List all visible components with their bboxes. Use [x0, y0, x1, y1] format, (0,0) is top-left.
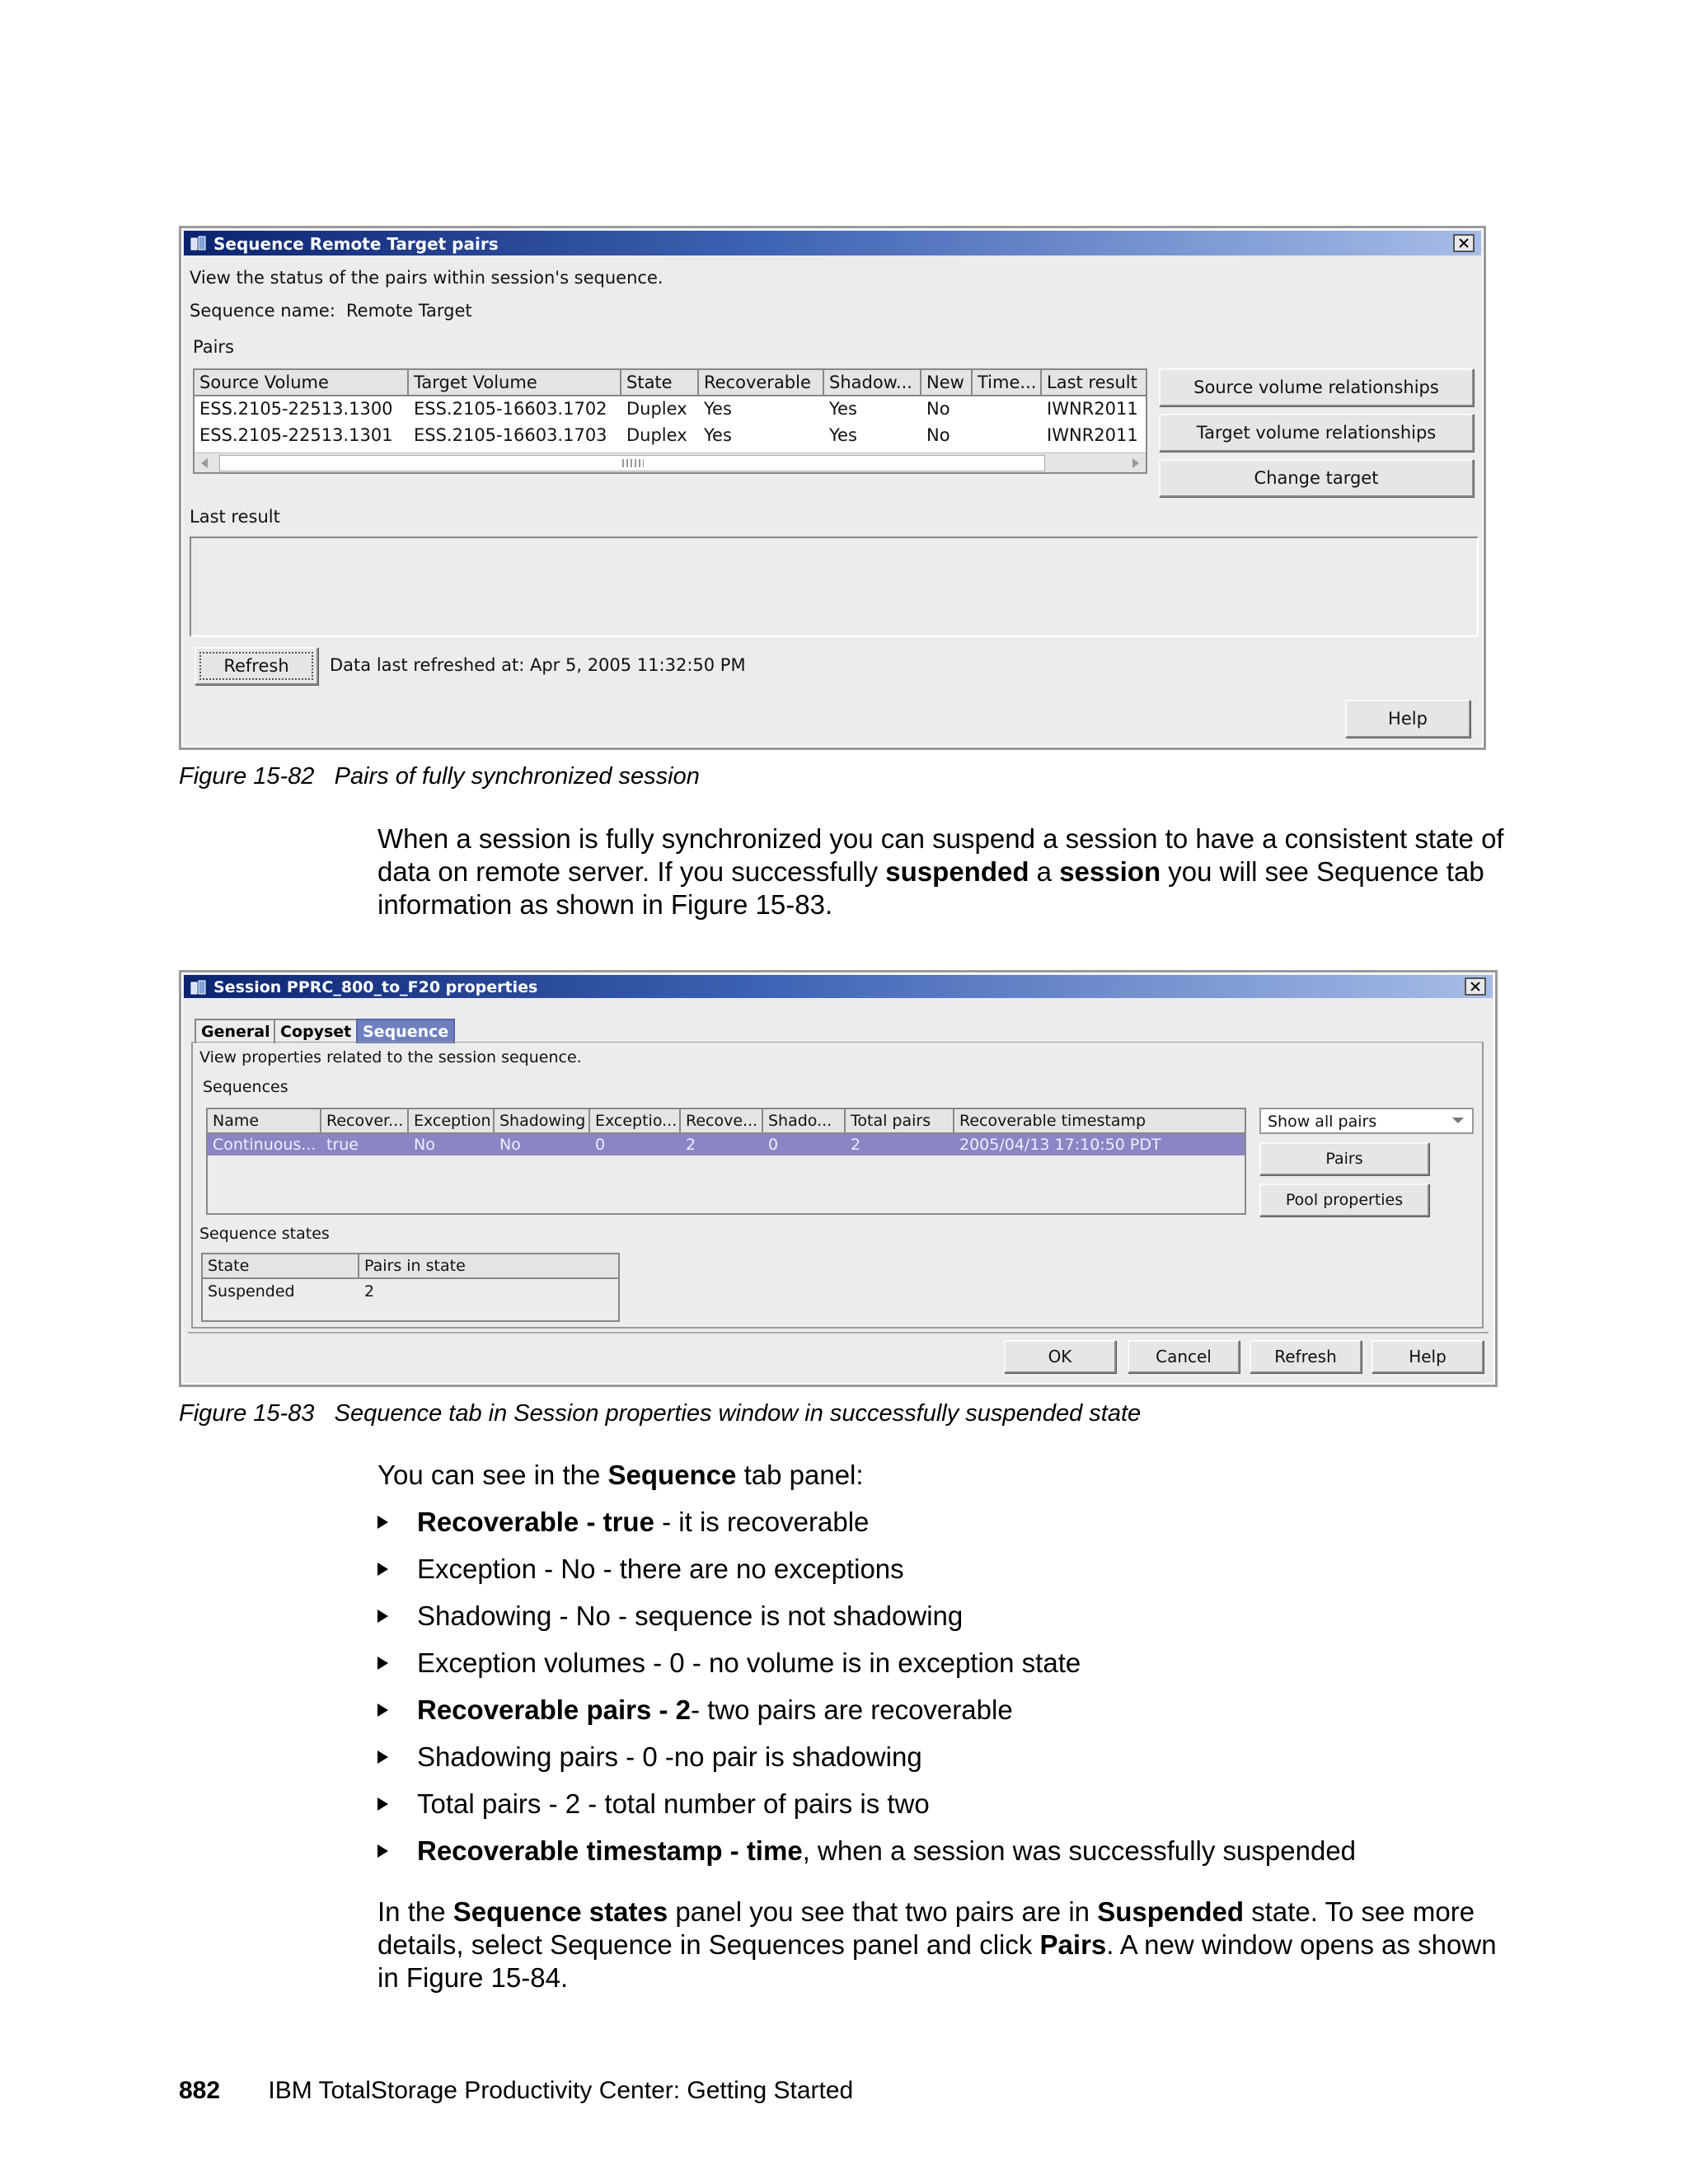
table-cell: 0: [595, 1136, 606, 1154]
book-title: IBM TotalStorage Productivity Center: Getting Started: [268, 2077, 854, 2104]
body-paragraph: [377, 823, 1515, 921]
text-run: You can see in the: [377, 1460, 608, 1490]
tab-copyset[interactable]: Copyset: [274, 1019, 358, 1043]
bold-term: Recoverable timestamp - time: [417, 1835, 803, 1866]
bullet-arrow-icon: [377, 1704, 388, 1717]
table-cell: No: [414, 1136, 435, 1154]
column-header[interactable]: Total pairs: [846, 1109, 954, 1134]
horizontal-scrollbar[interactable]: [195, 452, 1146, 473]
table-cell: Duplex: [626, 399, 687, 419]
page-number: 882: [179, 2077, 221, 2104]
bullet-arrow-icon: [377, 1797, 388, 1811]
chevron-down-icon[interactable]: [1452, 1118, 1464, 1123]
table-cell: Yes: [829, 399, 857, 419]
body-paragraph: [377, 1896, 1515, 1994]
text-run: a: [1029, 856, 1060, 887]
window-title: Sequence Remote Target pairs: [213, 234, 499, 254]
table-cell: Continuous...: [213, 1136, 316, 1154]
text-run: panel you see that two pairs are in: [668, 1896, 1098, 1927]
column-header[interactable]: Recoverable timestamp: [954, 1109, 1246, 1134]
pairs-label: Pairs: [193, 337, 234, 357]
scroll-right-icon[interactable]: [1132, 458, 1139, 468]
text-run: Exception volumes - 0 - no volume is in exception state: [417, 1647, 1081, 1678]
text-run: Shadowing - No - sequence is not shadowing: [417, 1601, 964, 1631]
app-icon: [190, 236, 207, 251]
column-header[interactable]: New: [921, 370, 973, 396]
column-header[interactable]: State: [203, 1254, 359, 1279]
table-row[interactable]: [195, 396, 1147, 423]
table-cell: true: [326, 1136, 359, 1154]
table-cell: 0: [768, 1136, 779, 1154]
scroll-left-icon[interactable]: [201, 458, 208, 468]
sequences-table: [206, 1108, 1246, 1215]
table-cell: Yes: [704, 399, 732, 419]
text-run: you will see Sequence tab information as shown in Figure 15-83.: [377, 856, 1484, 920]
refresh-button[interactable]: Refresh: [1250, 1340, 1362, 1373]
table-cell: IWNR2011: [1047, 425, 1138, 445]
tab-general[interactable]: General: [195, 1019, 277, 1043]
sequence-name-value: Remote Target: [346, 301, 472, 321]
bullet-arrow-icon: [377, 1750, 388, 1764]
text-run: In the: [377, 1896, 453, 1927]
refresh-button[interactable]: Refresh: [195, 647, 318, 685]
pairs-button[interactable]: Pairs: [1259, 1142, 1429, 1175]
table-cell: No: [926, 425, 950, 445]
scrollbar-thumb[interactable]: [219, 455, 1045, 471]
window-title-bar: [184, 231, 1481, 255]
figure-title: Sequence tab in Session properties window in successfully suspended state: [334, 1400, 1142, 1427]
text-run: Total pairs - 2 - total number of pairs is two: [417, 1788, 930, 1819]
figure-caption: [179, 763, 700, 790]
column-header[interactable]: Source Volume: [195, 370, 409, 396]
page-footer: [179, 2077, 853, 2105]
bold-term: Sequence: [607, 1460, 737, 1490]
column-header[interactable]: Time...: [973, 370, 1042, 396]
text-run: - it is recoverable: [654, 1507, 870, 1537]
text-run: Exception - No - there are no exceptions: [417, 1554, 904, 1584]
sequence-states-label: Sequence states: [199, 1225, 330, 1243]
column-header[interactable]: Shado...: [763, 1109, 846, 1134]
pairs-window: [179, 226, 1486, 750]
last-result-label: Last result: [190, 507, 280, 527]
change-target-button[interactable]: Change target: [1159, 459, 1474, 497]
column-header[interactable]: Recoverable: [699, 370, 824, 396]
text-run: state. To see more details, select Sequence in Sequences panel and click: [377, 1896, 1475, 1960]
pairs-table: [193, 368, 1147, 474]
session-properties-window: [179, 970, 1498, 1387]
figure-number: Figure 15-83: [179, 1400, 315, 1427]
table-row-selected[interactable]: [208, 1134, 1246, 1155]
table-cell: 2: [851, 1136, 861, 1154]
last-refreshed-text: Data last refreshed at: Apr 5, 2005 11:32:50 PM: [330, 655, 746, 675]
column-header[interactable]: Target Volume: [409, 370, 621, 396]
table-cell: 2005/04/13 17:10:50 PDT: [959, 1136, 1161, 1154]
source-volume-relationships-button[interactable]: Source volume relationships: [1159, 368, 1474, 406]
column-header[interactable]: Exceptio...: [590, 1109, 681, 1134]
column-header[interactable]: Recove...: [681, 1109, 763, 1134]
column-header[interactable]: Exception: [409, 1109, 495, 1134]
table-cell: [973, 423, 1042, 448]
window-description: View the status of the pairs within session's sequence.: [190, 268, 663, 288]
table-cell: 2: [686, 1136, 696, 1154]
text-run: When a session is fully synchronized you can suspend a session to have a consistent state of data on remote server. If you successfully: [377, 823, 1504, 887]
table-cell: [973, 396, 1042, 421]
app-icon: [190, 980, 207, 995]
bullet-arrow-icon: [377, 1563, 388, 1576]
pool-properties-button[interactable]: Pool properties: [1259, 1183, 1429, 1216]
window-title-bar: [184, 975, 1493, 998]
close-icon[interactable]: [1453, 234, 1475, 252]
bold-term: session: [1059, 856, 1161, 887]
text-run: tab panel:: [736, 1460, 864, 1490]
table-cell: IWNR2011: [1047, 399, 1138, 419]
bullet-arrow-icon: [377, 1844, 388, 1858]
column-header[interactable]: Last result: [1042, 370, 1147, 396]
figure-number: Figure 15-82: [179, 763, 315, 790]
column-header[interactable]: Shadowing: [495, 1109, 590, 1134]
text-run: Shadowing pairs - 0 -no pair is shadowing: [417, 1741, 922, 1772]
bullet-arrow-icon: [377, 1657, 388, 1670]
sequence-states-table: [201, 1253, 620, 1322]
bold-term: Sequence states: [452, 1896, 668, 1927]
table-cell: ESS.2105-16603.1703: [414, 425, 607, 445]
sequences-label: Sequences: [203, 1078, 288, 1096]
tab-sequence[interactable]: Sequence: [356, 1019, 455, 1043]
bold-term: Recoverable pairs - 2: [417, 1694, 691, 1725]
sequence-name-label: Sequence name:: [190, 301, 335, 321]
panel-description: View properties related to the session sequence.: [199, 1048, 582, 1066]
intro-line: [377, 1459, 864, 1492]
table-cell: ESS.2105-22513.1300: [199, 399, 393, 419]
column-header[interactable]: Recover...: [321, 1109, 409, 1134]
text-run: . A new window opens as shown in Figure 15-84.: [377, 1929, 1497, 1993]
bullet-arrow-icon: [377, 1610, 388, 1623]
last-result-area[interactable]: [190, 537, 1479, 637]
figure-caption: [179, 1400, 1141, 1427]
bullet-arrow-icon: [377, 1516, 388, 1529]
show-pairs-dropdown[interactable]: [1259, 1108, 1474, 1134]
bold-term: suspended: [885, 856, 1029, 887]
column-header[interactable]: Shadow...: [824, 370, 921, 396]
help-button[interactable]: Help: [1345, 700, 1470, 738]
ok-button[interactable]: OK: [1004, 1340, 1116, 1373]
close-icon[interactable]: [1465, 977, 1486, 996]
table-cell: Suspended: [208, 1282, 295, 1301]
bold-term: Pairs: [1039, 1929, 1107, 1960]
dropdown-value: Show all pairs: [1268, 1113, 1377, 1131]
bold-term: Suspended: [1097, 1896, 1245, 1927]
table-cell: No: [499, 1136, 521, 1154]
column-header[interactable]: Pairs in state: [359, 1254, 620, 1279]
column-header[interactable]: State: [621, 370, 699, 396]
table-cell: Yes: [829, 425, 857, 445]
table-cell: ESS.2105-16603.1702: [414, 399, 607, 419]
table-cell: ESS.2105-22513.1301: [199, 425, 393, 445]
figure-title: Pairs of fully synchronized session: [334, 763, 700, 790]
table-cell: 2: [364, 1282, 375, 1301]
cancel-button[interactable]: Cancel: [1128, 1340, 1240, 1373]
table-cell: No: [926, 399, 950, 419]
column-header[interactable]: Name: [208, 1109, 321, 1134]
text-run: - two pairs are recoverable: [691, 1694, 1013, 1725]
table-row[interactable]: [203, 1279, 620, 1304]
text-run: , when a session was successfully suspended: [802, 1835, 1357, 1866]
help-button[interactable]: Help: [1372, 1340, 1484, 1373]
table-cell: Duplex: [626, 425, 687, 445]
button-bar-divider: [188, 1332, 1489, 1333]
window-title: Session PPRC_800_to_F20 properties: [213, 978, 538, 996]
table-cell: Yes: [704, 425, 732, 445]
target-volume-relationships-button[interactable]: Target volume relationships: [1159, 414, 1474, 452]
table-row[interactable]: [195, 423, 1147, 449]
bold-term: Recoverable - true: [417, 1507, 654, 1537]
